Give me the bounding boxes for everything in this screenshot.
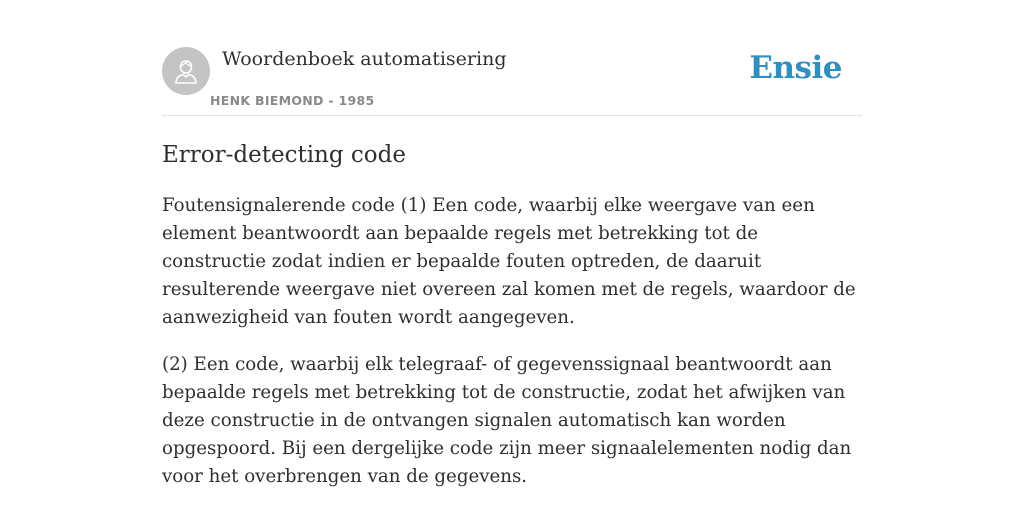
- book-title[interactable]: Woordenboek automatisering: [222, 48, 507, 70]
- avatar[interactable]: [162, 47, 210, 95]
- ensie-logo[interactable]: Ensie: [749, 50, 842, 86]
- entry-title: Error-detecting code: [162, 142, 406, 168]
- user-icon: [171, 56, 201, 86]
- entry-content: [162, 192, 862, 510]
- publication-year: 1985: [338, 93, 375, 108]
- header: [162, 47, 862, 116]
- definition-paragraph-2: (2) Een code, waarbij elk telegraaf- of gegevenssignaal beantwoordt aan bepaalde regels met betrekking tot de constructie, zodat het afwijken van deze constructie in de ontvangen signalen automatisch kan worden opgespoord. Bij een dergelijke code zijn meer signaalelementen nodig dan voor het overbrengen van de gegevens.: [162, 354, 852, 487]
- author-name[interactable]: HENK BIEMOND: [210, 93, 324, 108]
- author-meta: [210, 93, 375, 108]
- meta-separator: -: [323, 93, 339, 108]
- definition-paragraph-1: Foutensignalerende code (1) Een code, waarbij elke weergave van een element beantwoordt aan bepaalde regels met betrekking tot de constructie zodat indien er bepaalde fouten optreden, de daaruit resulterende weergave niet overeen zal komen met de regels, waardoor de aanwezigheid van fouten wordt aangegeven.: [162, 195, 856, 328]
